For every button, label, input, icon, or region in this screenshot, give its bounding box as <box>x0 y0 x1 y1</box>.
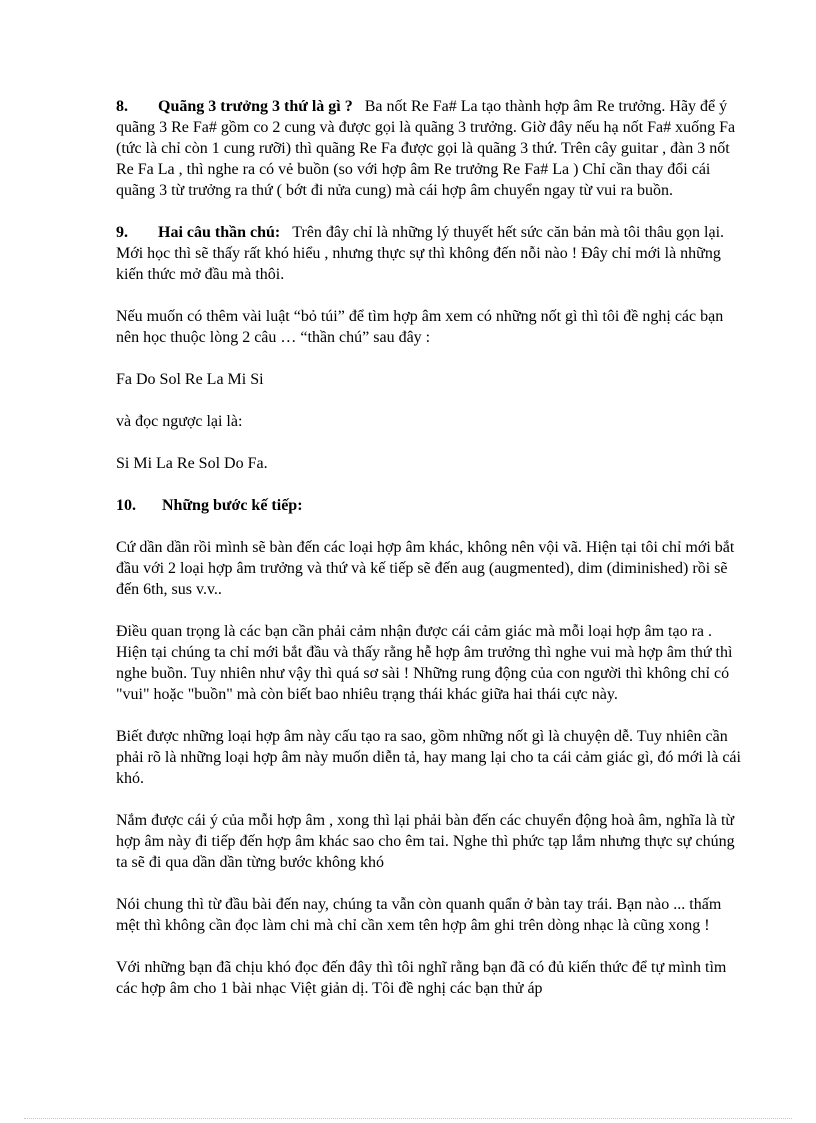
section-heading: Hai câu thần chú: <box>158 224 281 241</box>
section-number: 9. <box>116 224 128 241</box>
chant-forward: Fa Do Sol Re La Mi Si <box>116 371 264 388</box>
section-10 <box>116 495 741 516</box>
paragraph-chant-intro: Nếu muốn có thêm vài luật “bỏ túi” để tìm hợp âm xem có những nốt gì thì tôi đề nghị các bạn nên học thuộc lòng 2 câu … “thần chú” sau đây : <box>116 308 724 346</box>
section-9 <box>116 222 741 285</box>
paragraph: Cứ dần dần rồi mình sẽ bàn đến các loại hợp âm khác, không nên vội vã. Hiện tại tôi chỉ mới bắt đầu với 2 loại hợp âm trưởng và thứ và kế tiếp sẽ đến aug (augmented), dim (diminished) rồi sẽ đến 6th, sus v.v.. <box>116 539 735 598</box>
section-heading: Những bước kế tiếp: <box>162 497 303 514</box>
document-page <box>116 96 741 1020</box>
section-heading: Quãng 3 trưởng 3 thứ là gì ? <box>158 98 353 115</box>
section-body: Trên đây chỉ là những lý thuyết hết sức căn bản mà tôi thâu gọn lại. Mới học thì sẽ thấy rất khó hiểu , nhưng thực sự thì không đến nỗi nào ! Đây chỉ mới là những kiến thức mở đầu mà thôi. <box>116 224 725 283</box>
chant-reverse-label: và đọc ngược lại là: <box>116 413 243 430</box>
section-number: 8. <box>116 98 128 115</box>
paragraph: Nắm được cái ý của mỗi hợp âm , xong thì lại phải bàn đến các chuyển động hoà âm, nghĩa là từ hợp âm này đi tiếp đến hợp âm khác sao cho êm tai. Nghe thì phức tạp lắm nhưng thực sự chúng ta sẽ đi qua dần dần từng bước không khó <box>116 812 735 871</box>
section-body: Ba nốt Re Fa# La tạo thành hợp âm Re trưởng. Hãy để ý quãng 3 Re Fa# gồm co 2 cung và được gọi là quãng 3 trưởng. Giờ đây nếu hạ nốt Fa# xuống Fa (tức là chỉ còn 1 cung rưỡi) thì quãng Re Fa được gọi là quãng 3 thứ. Trên cây guitar , đàn 3 nốt Re Fa La , thì nghe ra có vẻ buồn (so với hợp âm Re trưởng Re Fa# La ) Chỉ cần thay đổi cái quãng 3 từ trưởng ra thứ ( bớt đi nửa cung) mà cái hợp âm chuyển ngay từ vui ra buồn. <box>116 98 736 199</box>
page-bottom-divider <box>24 1118 792 1119</box>
paragraph: Nói chung thì từ đầu bài đến nay, chúng ta vẫn còn quanh quẩn ở bàn tay trái. Bạn nào ... thấm mệt thì không cần đọc làm chi mà chỉ cần xem tên hợp âm ghi trên dòng nhạc là cũng xong ! <box>116 896 722 934</box>
paragraph: Biết được những loại hợp âm này cấu tạo ra sao, gồm những nốt gì là chuyện dễ. Tuy nhiên cần phải rõ là những loại hợp âm này muốn diễn tả, hay mang lại cho ta cái cảm giác gì, đó mới là cái khó. <box>116 728 741 787</box>
chant-reverse: Si Mi La Re Sol Do Fa. <box>116 455 268 472</box>
paragraph: Với những bạn đã chịu khó đọc đến đây thì tôi nghĩ rằng bạn đã có đủ kiến thức để tự mình tìm các hợp âm cho 1 bài nhạc Việt giản dị. Tôi đề nghị các bạn thử áp <box>116 959 727 997</box>
paragraph: Điều quan trọng là các bạn cần phải cảm nhận được cái cảm giác mà mỗi loại hợp âm tạo ra . Hiện tại chúng ta chỉ mới bắt đầu và thấy rằng hễ hợp âm trưởng thì nghe vui mà hợp âm thứ thì nghe buồn. Tuy nhiên như vậy thì quá sơ sài ! Những rung động của con người thì không chỉ có "vui" hoặc "buồn" mà còn biết bao nhiêu trạng thái khác giữa hai thái cực này. <box>116 623 733 703</box>
section-8 <box>116 96 741 201</box>
section-number: 10. <box>116 497 136 514</box>
